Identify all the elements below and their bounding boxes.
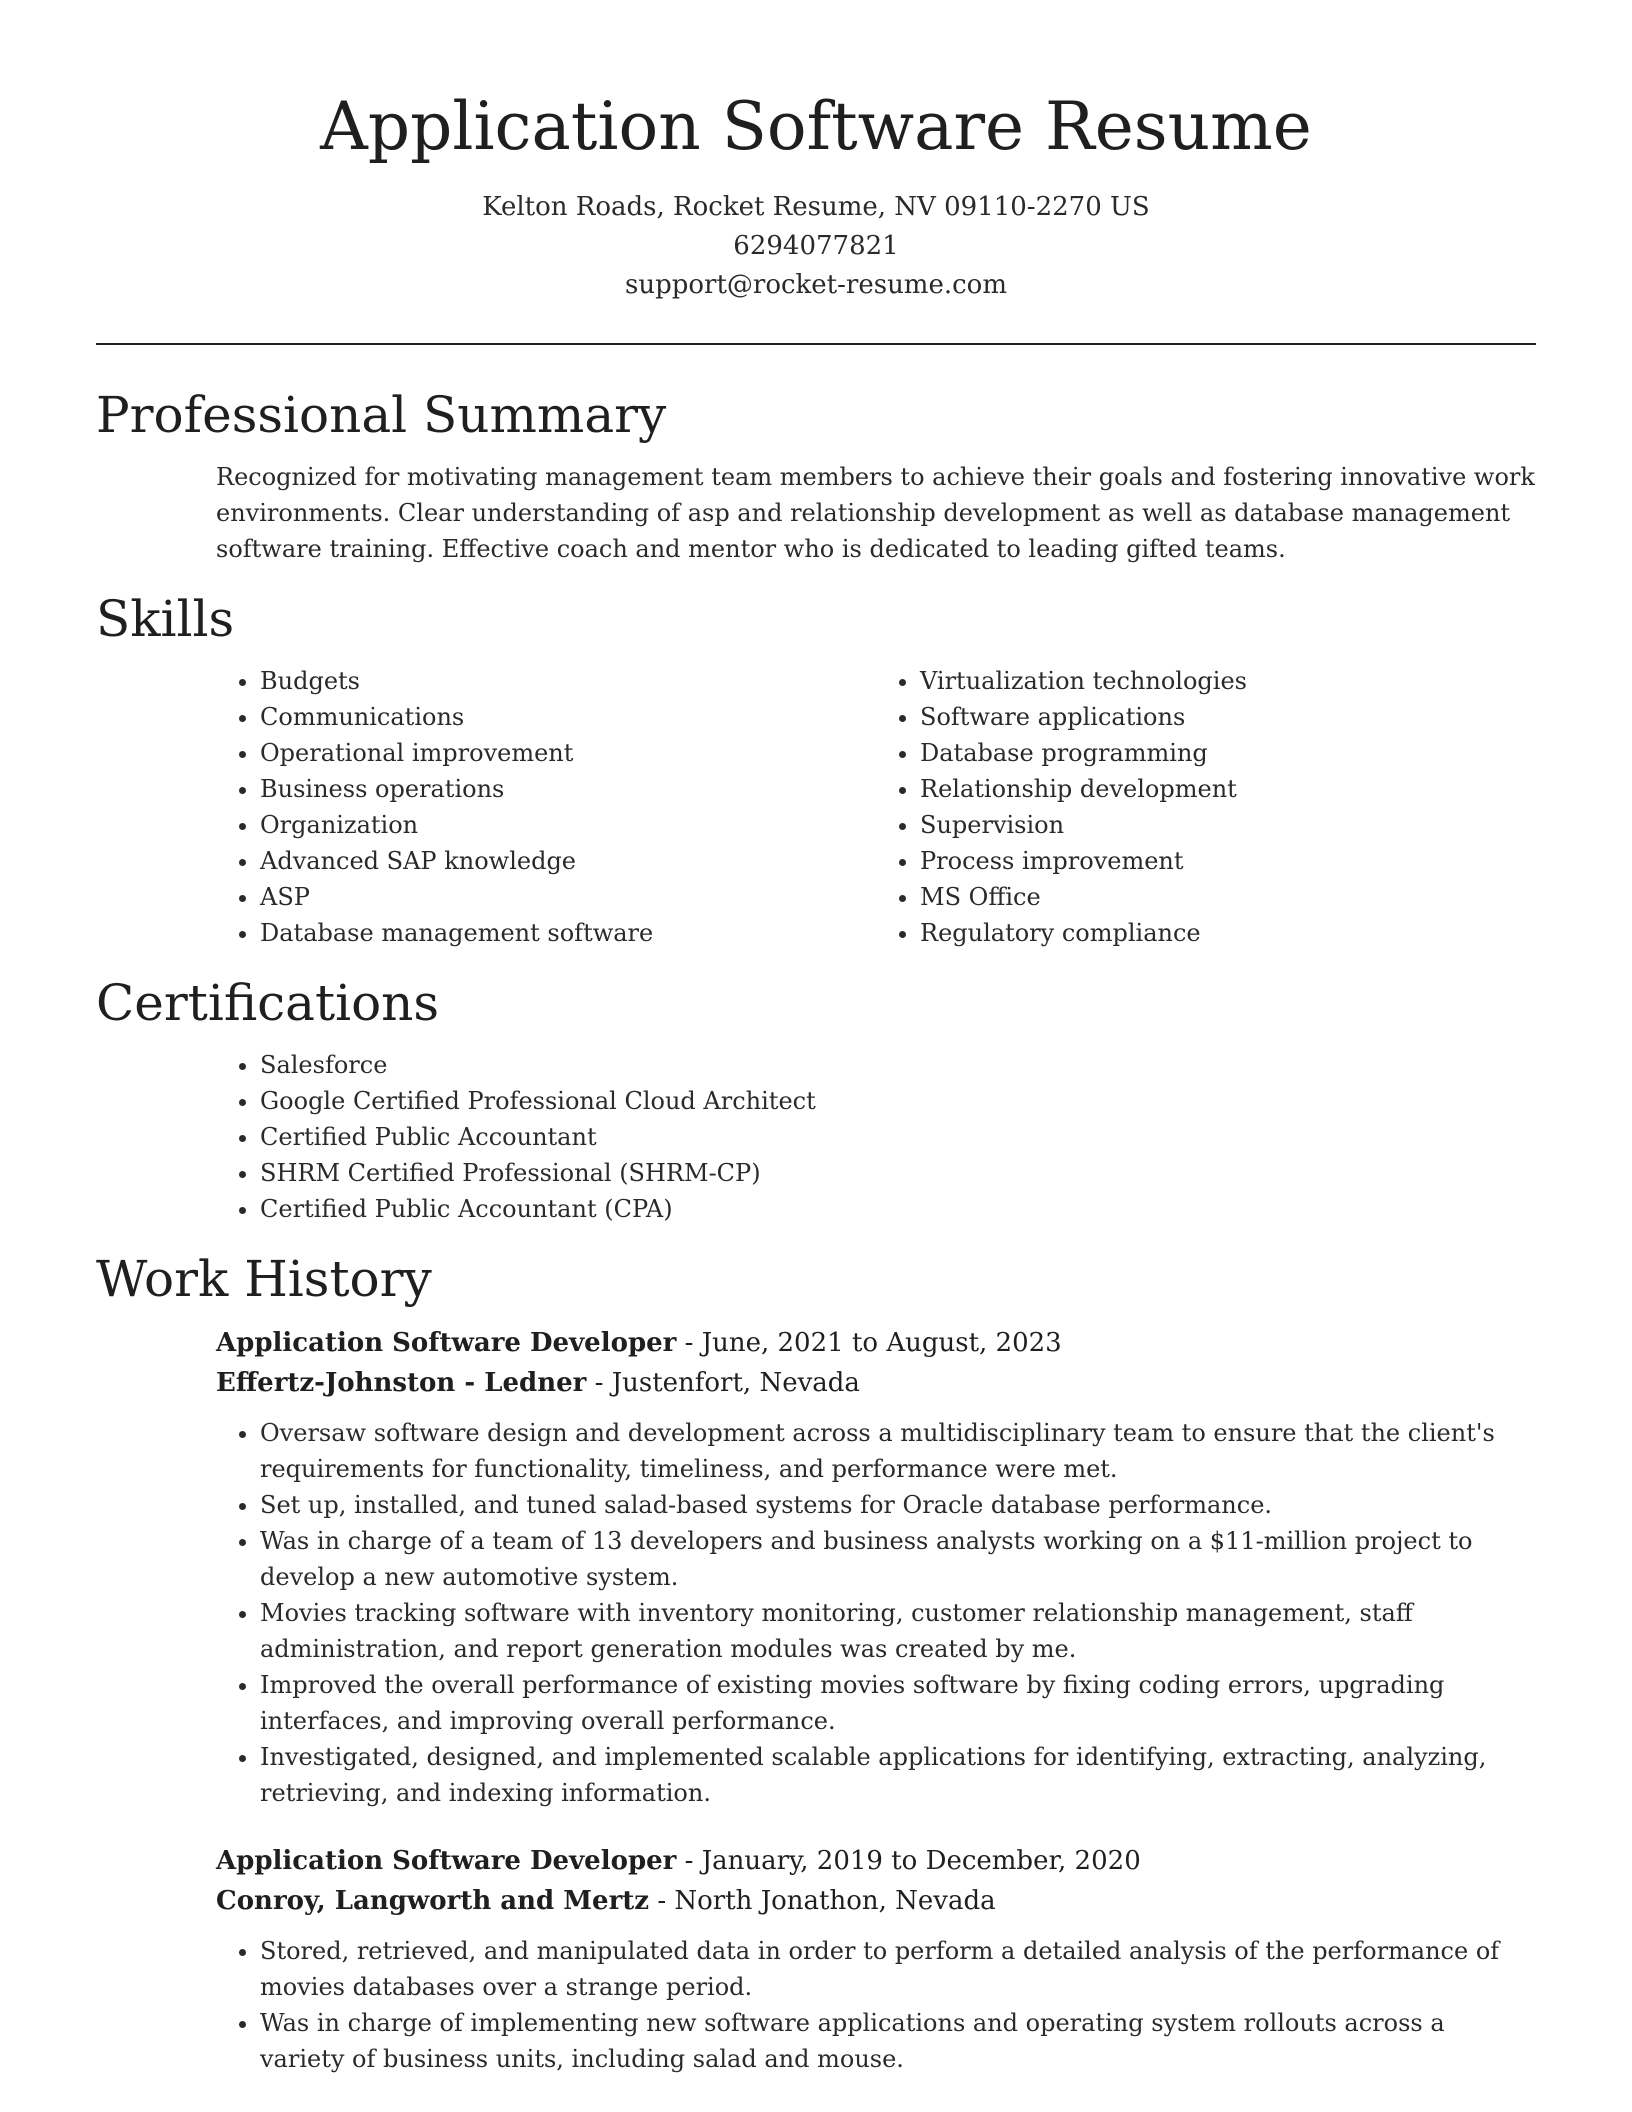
certification-item: • Salesforce	[260, 1047, 1536, 1083]
resume-title: Application Software Resume	[320, 88, 1312, 165]
job-employer: Conroy, Langworth and Mertz	[216, 1886, 650, 1916]
skills-list-left	[216, 663, 876, 951]
skill-item: • Business operations	[260, 771, 876, 807]
skill-item: • Process improvement	[920, 843, 1536, 879]
skill-item: • MS Office	[920, 879, 1536, 915]
dash: -	[684, 1846, 702, 1876]
skill-item: • Regulatory compliance	[920, 915, 1536, 951]
job-bullet: • Improved the overall performance of existing movies software by fixing coding errors, upgrading interfaces, and improving overall performance.	[260, 1667, 1536, 1739]
job-role: Application Software Developer	[216, 1328, 677, 1358]
skill-item: • Database management software	[260, 915, 876, 951]
job-role: Application Software Developer	[216, 1846, 677, 1876]
certifications-section	[216, 1047, 1536, 1227]
address: Kelton Roads, Rocket Resume, NV 09110-2270 US	[482, 192, 1150, 222]
skill-item: • ASP	[260, 879, 876, 915]
job-entry	[216, 1841, 1536, 2077]
job-title-line	[216, 1841, 1536, 1881]
job-bullets	[216, 1415, 1536, 1811]
certification-item: • SHRM Certified Professional (SHRM-CP)	[260, 1155, 1536, 1191]
job-employer-line	[216, 1881, 1536, 1921]
skills-list-right	[876, 663, 1536, 951]
dash: -	[657, 1886, 675, 1916]
dash: -	[594, 1368, 612, 1398]
job-title-line	[216, 1323, 1536, 1363]
skill-item: • Virtualization technologies	[920, 663, 1536, 699]
skill-item: • Operational improvement	[260, 735, 876, 771]
job-employer-line	[216, 1363, 1536, 1403]
job-bullet: • Movies tracking software with inventory monitoring, customer relationship management, staff administration, and report generation modules was created by me.	[260, 1595, 1536, 1667]
job-bullets	[216, 1933, 1536, 2077]
job-bullet: • Oversaw software design and development across a multidisciplinary team to ensure that the client's requirements for functionality, timeliness, and performance were met.	[260, 1415, 1536, 1487]
summary-text: Recognized for motivating management team members to achieve their goals and fostering innovative work environments. Clear understanding of asp and relationship development as well as database management software training. Effective coach and mentor who is dedicated to leading gifted teams.	[216, 463, 1535, 563]
skill-item: • Supervision	[920, 807, 1536, 843]
skills-grid	[216, 663, 1536, 951]
work-history-heading: Work History	[96, 1250, 432, 1308]
certifications-list	[216, 1047, 1536, 1227]
summary-section	[216, 459, 1536, 567]
skill-item: • Budgets	[260, 663, 876, 699]
header-divider	[96, 343, 1536, 345]
job-entry	[216, 1323, 1536, 1811]
job-dates: January, 2019 to December, 2020	[701, 1846, 1141, 1876]
job-location: Justenfort, Nevada	[611, 1368, 860, 1398]
certification-item: • Google Certified Professional Cloud Architect	[260, 1083, 1536, 1119]
phone: 6294077821	[733, 231, 899, 261]
dash: -	[684, 1328, 702, 1358]
job-bullet: • Stored, retrieved, and manipulated data in order to perform a detailed analysis of the performance of movies databases over a strange period.	[260, 1933, 1536, 2005]
contact-block	[96, 188, 1536, 305]
resume-page	[96, 0, 1536, 2077]
summary-heading: Professional Summary	[96, 386, 667, 444]
skill-item: • Advanced SAP knowledge	[260, 843, 876, 879]
certifications-heading: Certifications	[96, 974, 440, 1032]
skill-item: • Organization	[260, 807, 876, 843]
job-employer: Effertz-Johnston - Ledner	[216, 1368, 587, 1398]
job-bullet: • Set up, installed, and tuned salad-based systems for Oracle database performance.	[260, 1487, 1536, 1523]
skill-item: • Relationship development	[920, 771, 1536, 807]
email: support@rocket-resume.com	[624, 270, 1007, 300]
job-dates: June, 2021 to August, 2023	[701, 1328, 1062, 1358]
skill-item: • Software applications	[920, 699, 1536, 735]
certification-item: • Certified Public Accountant (CPA)	[260, 1191, 1536, 1227]
skill-item: • Database programming	[920, 735, 1536, 771]
skill-item: • Communications	[260, 699, 876, 735]
skills-heading: Skills	[96, 590, 235, 648]
job-bullet: • Investigated, designed, and implemented scalable applications for identifying, extracting, analyzing, retrieving, and indexing information.	[260, 1739, 1536, 1811]
job-bullet: • Was in charge of a team of 13 developers and business analysts working on a $11-million project to develop a new automotive system.	[260, 1523, 1536, 1595]
job-location: North Jonathon, Nevada	[674, 1886, 996, 1916]
job-bullet: • Was in charge of implementing new software applications and operating system rollouts across a variety of business units, including salad and mouse.	[260, 2005, 1536, 2077]
certification-item: • Certified Public Accountant	[260, 1119, 1536, 1155]
